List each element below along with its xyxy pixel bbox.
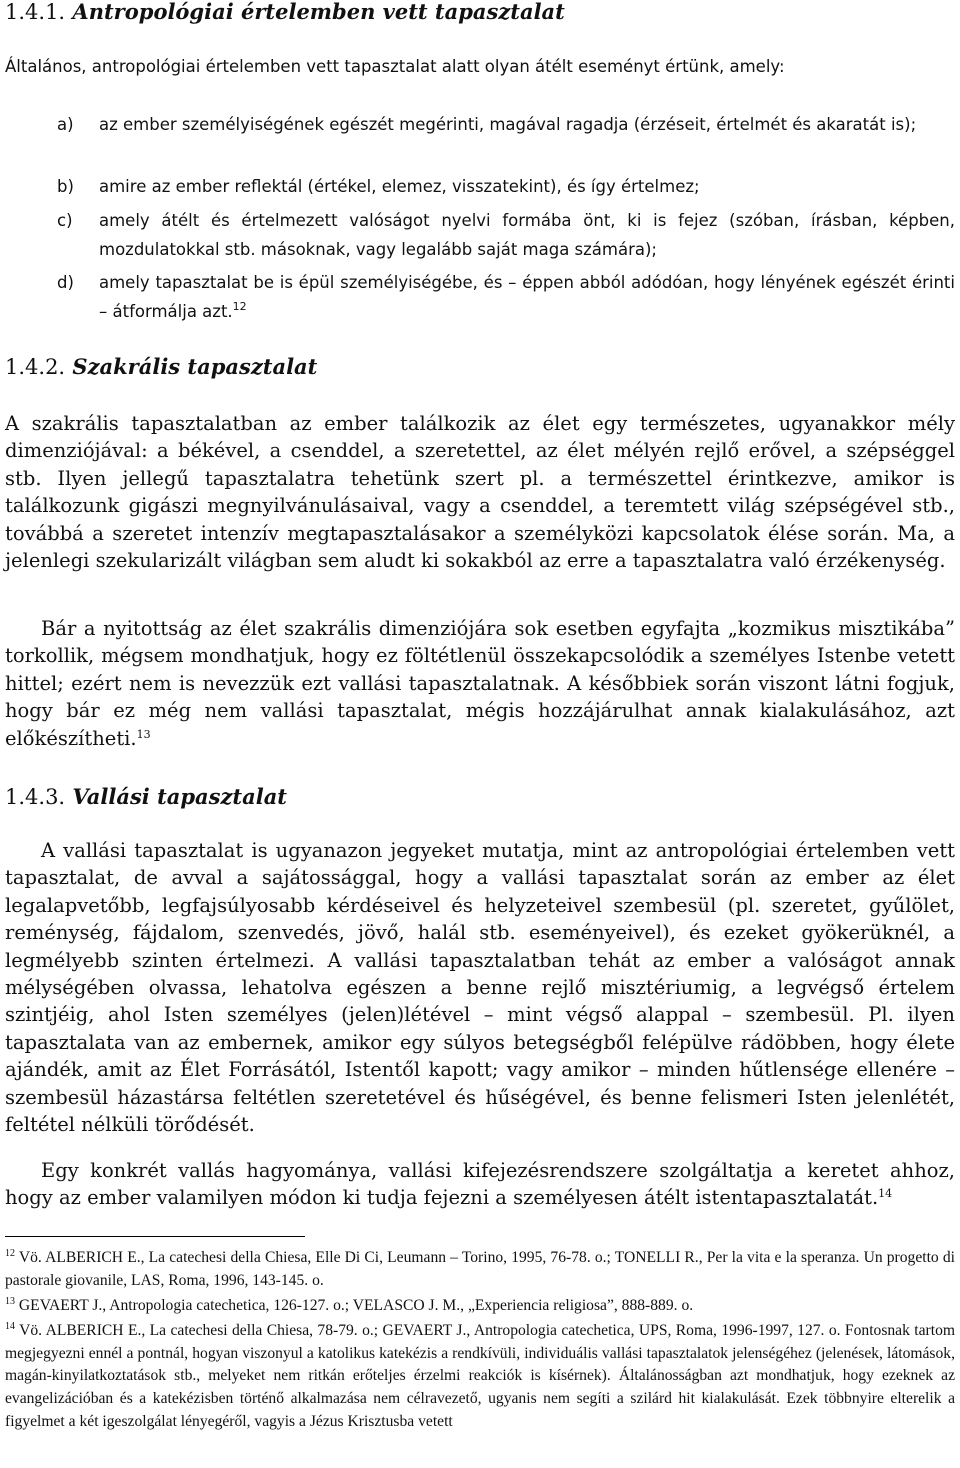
paragraph-szakralis-1: A szakrális tapasztalatban az ember találkozik az élet egy természetes, ugyanakkor mély dimenziójával: a békével, a csenddel, a szeretettel, az élet mélyén rejlő erővel, a szépséggel stb. Ilyen jellegű tapasztalatra tehetünk szert pl. a természettel érintkezve, amikor is találkozunk gigászi megnyilvánulásaival, vagy a csenddel, a teremtett világ szépségével stb., továbbá a szeretet intenzív megtapasztalásakor a személyközi kapcsolatok élése során. Ma, a jelenlegi szekularizált világban sem aludt ki sokakból az erre a tapasztalatra való érzékenység. [5, 412, 955, 573]
footnote-14 [5, 1320, 955, 1434]
list-text: az ember személyiségének egészét megérinti, magával ragadja (érzéseit, értelmét és akaratát is); [99, 115, 917, 134]
section-title: Antropológiai értelemben vett tapasztalat [72, 0, 565, 24]
section-heading-1-4-3 [5, 785, 955, 809]
footnote-number: 14 [5, 1321, 15, 1332]
list-item-b [57, 172, 955, 201]
footnote-number: 13 [5, 1296, 15, 1307]
section-number: 1.4.3. [5, 785, 66, 809]
section-number: 1.4.2. [5, 355, 66, 379]
footnote-text: Vö. ALBERICH E., La catechesi della Chiesa, 78-79. o.; GEVAERT J., Antropologia catechetica, UPS, Roma, 1996-1997, 127. o. Fontosnak tartom megjegyezni ennél a pontnál, hogyan viszonyul a katolikus katekézis a rendkívüli, individuális vallási tapasztalatok jelenségéhez (jelenések, látomások, magán-kinyilatkoztatások stb., melyeket nem ritkán erőteljes érzelmi reakciók is kísérnek). Általánosságban azt mondhatjuk, hogy ezeknek az evangelizációban és a katekézisben történő alkalmazása nem célravezető, ugyanis nem segíti a szilárd hit kialakulását. Ezek többnyire elterelik a figyelmet a két igeszolgálat lényegéről, vagyis a Jézus Krisztusba vetett [5, 1322, 955, 1430]
paragraph-text: Egy konkrét vallás hagyománya, vallási kifejezésrendszere szolgáltatja a keretet ahhoz, hogy az ember valamilyen módon ki tudja fejezni a személyesen átélt istentapasztalatát. [5, 1159, 955, 1210]
paragraph-vallasi-2 [5, 1157, 955, 1212]
footnote-ref-12[interactable]: 12 [232, 300, 247, 313]
footnote-number: 12 [5, 1248, 15, 1259]
section-intro: Általános, antropológiai értelemben vett tapasztalat alatt olyan átélt eseményt értünk, amely: [5, 57, 785, 76]
list-label: b) [57, 177, 74, 196]
section-title: Vallási tapasztalat [72, 784, 288, 809]
footnote-text: Vö. ALBERICH E., La catechesi della Chiesa, Elle Di Ci, Leumann – Torino, 1995, 76-78. o.; TONELLI R., Per la vita e la speranza. Un progetto di pastorale giovanile, LAS, Roma, 1996, 143-145. o. [5, 1249, 955, 1289]
list-text [99, 268, 955, 326]
list-text: amely átélt és értelmezett valóságot nyelvi formába önt, ki is fejez (szóban, írásban, képben, mozdulatokkal stb. másoknak, vagy legalább saját maga számára); [99, 211, 955, 259]
list-item-c [57, 206, 955, 264]
list-label: d) [57, 273, 74, 292]
paragraph-text: Bár a nyitottság az élet szakrális dimenziójára sok esetben egyfajta „kozmikus misztikába” torkollik, mégsem mondhatjuk, hogy ez föltétlenül összekapcsolódik a személyes Istenbe vetett hittel; ezért nem is nevezzük ezt vallási tapasztalatnak. A későbbiek során viszont látni fogjuk, hogy bár ez még nem vallási tapasztalat, mégis hozzájárulhat annak kialakulásához, azt előkészítheti. [5, 617, 955, 750]
section-heading-1-4-1 [5, 0, 955, 24]
section-title: Szakrális tapasztalat [72, 354, 318, 379]
section-number: 1.4.1. [5, 0, 66, 24]
paragraph-szakralis-2 [5, 615, 955, 752]
footnote-13 [5, 1295, 955, 1318]
list-item-d [57, 268, 955, 326]
section-heading-1-4-2 [5, 355, 955, 379]
footnote-text: GEVAERT J., Antropologia catechetica, 126-127. o.; VELASCO J. M., „Experiencia religiosa”, 888-889. o. [18, 1297, 694, 1314]
list-text: amire az ember reflektál (értékel, elemez, visszatekint), és így értelmez; [99, 177, 700, 196]
list-item-a [57, 110, 955, 139]
list-label: a) [57, 115, 74, 134]
footnote-separator [5, 1236, 305, 1237]
list-label: c) [57, 211, 73, 230]
paragraph-vallasi-1: A vallási tapasztalat is ugyanazon jegyeket mutatja, mint az antropológiai értelemben vett tapasztalat, de avval a sajátossággal, hogy a vallási tapasztalat során az ember az élet legalapvetőbb, legfajsúlyosabb kérdéseivel és helyzeteivel szembesül (pl. szeretet, gyűlölet, reménység, fájdalom, szenvedés, jövő, halál stb. eseményeivel), és ezeket gyökerüknél, a legmélyebb szinten értelmezi. A vallási tapasztalatban tehát az ember a valóságot annak mélységében olvassa, lehatolva egészen a benne rejlő misztériumig, a legvégső értelem szintjéig, ahol Isten személyes (jelen)létével – mint végső alappal – szembesül. Pl. ilyen tapasztalata van az embernek, amikor egy súlyos betegségből felépülve rádöbben, hogy élete ajándék, amit az Élet Forrásától, Istentől kapott; vagy amikor – minden hűtlensége ellenére – szembesül házastársa feltétlen szeretetével és hűségével, és benne felismeri Isten jelenlétét, feltétel nélküli törődését. [5, 839, 955, 1137]
list-text-body: amely tapasztalat be is épül személyiségébe, és – éppen abból adódóan, hogy lényének egészét érinti – átformálja azt. [99, 273, 955, 321]
footnote-ref-13[interactable]: 13 [136, 727, 151, 741]
footnote-12 [5, 1247, 955, 1292]
footnote-ref-14[interactable]: 14 [878, 1187, 893, 1201]
